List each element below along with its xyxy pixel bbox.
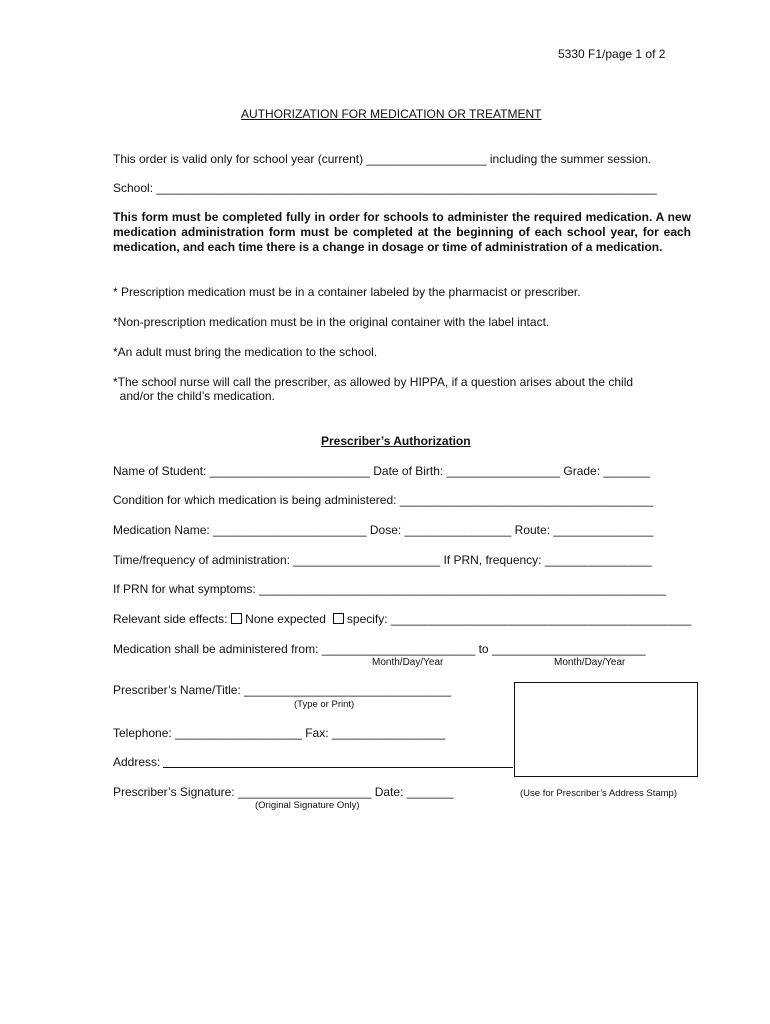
address-underline: [163, 767, 513, 768]
from-date-hint: Month/Day/Year: [372, 657, 444, 668]
rule-prescription: * Prescription medication must be in a container labeled by the pharmacist or prescriber.: [113, 285, 581, 299]
address-stamp-box[interactable]: [514, 682, 698, 777]
school-year-line: This order is valid only for school year (current) __________________ including the summer session.: [113, 152, 652, 166]
rule-nurse-call-cont: and/or the child’s medication.: [113, 389, 275, 403]
side-effects-label: Relevant side effects:: [113, 612, 231, 626]
stamp-caption: (Use for Prescriber’s Address Stamp): [520, 788, 677, 799]
telephone-fax-line: Telephone: ___________________ Fax: _________________: [113, 726, 446, 740]
specify-label: specify: _____________________________________________: [343, 612, 692, 626]
to-date-hint: Month/Day/Year: [554, 657, 626, 668]
condition-line: Condition for which medication is being administered: ______________________________________: [113, 493, 654, 507]
rule-nurse-call: *The school nurse will call the prescriber, as allowed by HIPPA, if a question arises about the child: [113, 375, 634, 389]
prescriber-name-line: Prescriber’s Name/Title: _______________________________: [113, 683, 452, 697]
none-expected-checkbox[interactable]: [231, 613, 242, 624]
form-title: AUTHORIZATION FOR MEDICATION OR TREATMENT: [241, 107, 542, 121]
frequency-line: Time/frequency of administration: ______________________ If PRN, frequency: ________________: [113, 553, 652, 567]
rule-non-prescription: *Non-prescription medication must be in the original container with the label intact.: [113, 315, 550, 329]
medication-line: Medication Name: _______________________ Dose: ________________ Route: _______________: [113, 523, 654, 537]
none-expected-label: None expected: [241, 612, 333, 626]
specify-checkbox[interactable]: [333, 613, 344, 624]
address-label: Address:: [113, 755, 161, 769]
section-title: Prescriber’s Authorization: [321, 434, 471, 448]
signature-line: Prescriber’s Signature: ____________________ Date: _______: [113, 785, 454, 799]
completion-warning: This form must be completed fully in order for schools to administer the required medication. A new medication administration form must be completed at the beginning of each school year, for each medication, and each time there is a change in dosage or time of administration of a medication.: [113, 210, 691, 254]
administered-from-line: Medication shall be administered from: _______________________ to _______________________: [113, 642, 646, 656]
rule-adult-bring: *An adult must bring the medication to the school.: [113, 345, 378, 359]
page-reference: 5330 F1/page 1 of 2: [558, 47, 666, 61]
prn-symptoms-line: If PRN for what symptoms: _____________________________________________________________: [113, 582, 667, 596]
type-or-print-hint: (Type or Print): [294, 699, 355, 710]
student-info-line: Name of Student: ________________________ Date of Birth: _________________ Grade: _______: [113, 464, 651, 478]
original-signature-hint: (Original Signature Only): [255, 800, 360, 811]
school-line: School: ___________________________________________________________________________: [113, 181, 657, 195]
side-effects-line: [113, 612, 691, 626]
